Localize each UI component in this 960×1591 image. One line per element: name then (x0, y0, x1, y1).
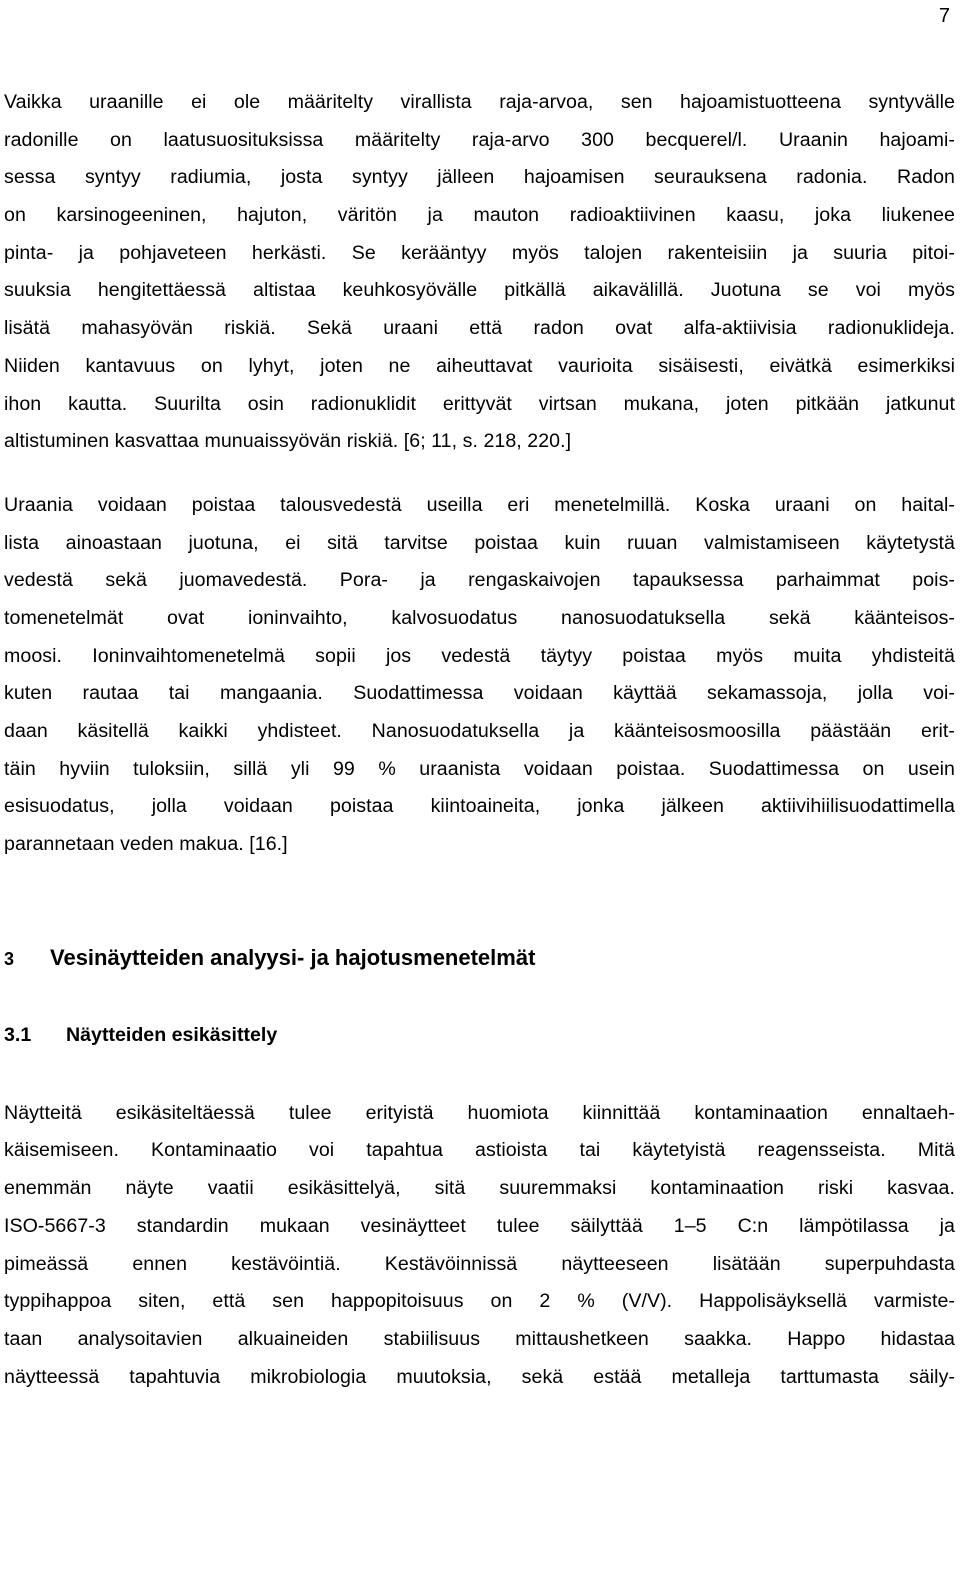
text-line: esisuodatus, jolla voidaan poistaa kiintoaineita, jonka jälkeen aktiivihiilisuodattimella (4, 795, 955, 818)
text-line: ihon kautta. Suurilta osin radionuklidit erittyvät virtsan mukana, joten pitkään jatkunut (4, 392, 955, 415)
text-line: Niiden kantavuus on lyhyt, joten ne aiheuttavat vaurioita sisäisesti, eivätkä esimerkiksi (4, 354, 955, 377)
text-line: enemmän näyte vaatii esikäsittelyä, sitä suuremmaksi kontaminaation riski kasvaa. (4, 1177, 955, 1200)
text-line: suuksia hengitettäessä altistaa keuhkosyövälle pitkällä aikavälillä. Juotuna se voi myös (4, 279, 955, 302)
text-line: Uraania voidaan poistaa talousvedestä useilla eri menetelmillä. Koska uraani on haital- (4, 493, 955, 516)
subsection-title: Näytteiden esikäsittely (66, 1023, 278, 1046)
section-number: 3 (4, 948, 15, 969)
text-line: taan analysoitavien alkuaineiden stabiilisuus mittaushetkeen saakka. Happo hidastaa (4, 1327, 955, 1350)
section-title: Vesinäytteiden analyysi- ja hajotusmenetelmät (50, 944, 536, 970)
section-heading (4, 943, 955, 974)
text-line: vedestä sekä juomavedestä. Pora- ja rengaskaivojen tapauksessa parhaimmat pois- (4, 569, 955, 592)
text-line: typpihappoa siten, että sen happopitoisuus on 2 % (V/V). Happolisäyksellä varmiste- (4, 1290, 955, 1313)
text-line: moosi. Ioninvaihtomenetelmä sopii jos vedestä täytyy poistaa myös muita yhdisteitä (4, 644, 955, 667)
document-body (4, 84, 955, 1396)
text-line: ISO-5667-3 standardin mukaan vesinäytteet tulee säilyttää 1–5 C:n lämpötilassa ja (4, 1214, 955, 1237)
text-line: Vaikka uraanille ei ole määritelty virallista raja-arvoa, sen hajoamistuotteena syntyvälle (4, 91, 955, 113)
text-line: parannetaan veden makua. [16.] (4, 833, 288, 856)
subsection-heading (4, 1020, 955, 1050)
text-line: radonille on laatusuosituksissa määritelty raja-arvo 300 becquerel/l. Uraanin hajoami- (4, 128, 955, 151)
text-line: lisätä mahasyövän riskiä. Sekä uraani että radon ovat alfa-aktiivisia radionuklideja. (4, 317, 955, 340)
text-line: on karsinogeeninen, hajuton, väritön ja mauton radioaktiivinen kaasu, joka liukenee (4, 204, 955, 227)
text-line: tomenetelmät ovat ioninvaihto, kalvosuodatus nanosuodatuksella sekä käänteisos- (4, 606, 955, 629)
text-line: pinta- ja pohjaveteen herkästi. Se kerääntyy myös talojen rakenteisiin ja suuria pitoi- (4, 241, 955, 264)
text-line: kuten rautaa tai mangaania. Suodattimessa voidaan käyttää sekamassoja, jolla voi- (4, 682, 955, 705)
text-line: altistuminen kasvattaa munuaissyövän riskiä. [6; 11, s. 218, 220.] (4, 430, 572, 453)
page-number: 7 (938, 5, 950, 27)
paragraph-removal-methods (4, 487, 955, 864)
text-line: pimeässä ennen kestävöintiä. Kestävöinnissä näytteeseen lisätään superpuhdasta (4, 1252, 955, 1275)
text-line: daan käsitellä kaikki yhdisteet. Nanosuodatuksella ja käänteisosmoosilla päästään erit- (4, 720, 955, 742)
text-line: käisemiseen. Kontaminaatio voi tapahtua astioista tai käytetyistä reagensseista. Mitä (4, 1139, 955, 1162)
text-line: täin hyviin tuloksiin, sillä yli 99 % uraanista voidaan poistaa. Suodattimessa on usein (4, 757, 955, 780)
subsection-number: 3.1 (4, 1023, 32, 1046)
text-line: Näytteitä esikäsiteltäessä tulee erityistä huomiota kiinnittää kontaminaation ennaltaeh- (4, 1101, 955, 1124)
text-line: näytteessä tapahtuvia mikrobiologia muutoksia, sekä estää metalleja tarttumasta säily- (4, 1365, 955, 1388)
paragraph-uranium-radon (4, 84, 955, 461)
text-line: lista ainoastaan juotuna, ei sitä tarvitse poistaa kuin ruuan valmistamiseen käytetystä (4, 531, 955, 554)
paragraph-pretreatment (4, 1095, 955, 1397)
text-line: sessa syntyy radiumia, josta syntyy jälleen hajoamisen seurauksena radonia. Radon (4, 166, 955, 189)
